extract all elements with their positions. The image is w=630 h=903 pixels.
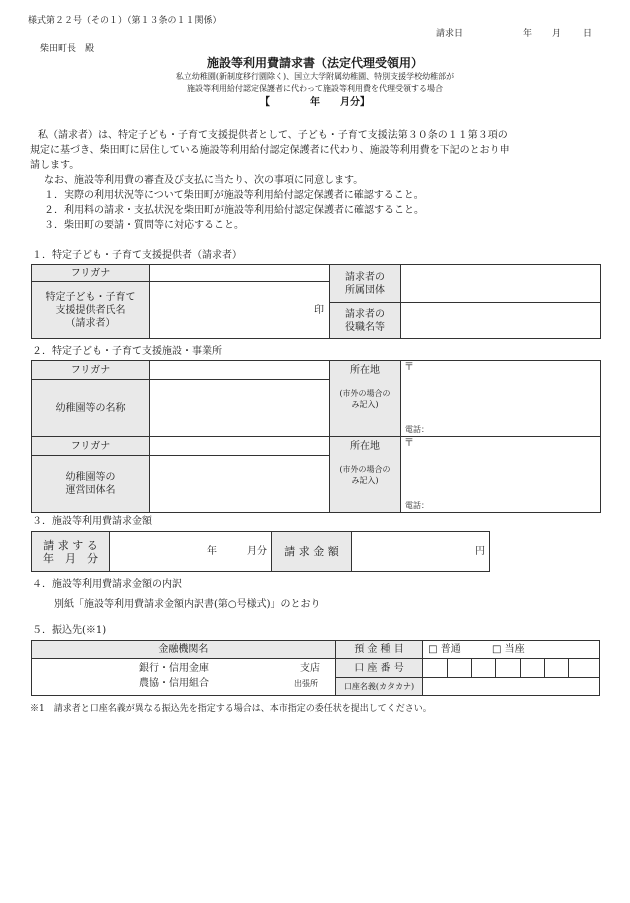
billing-period: 【 年 月分】 — [260, 97, 370, 108]
account-digit-7[interactable] — [569, 659, 600, 678]
operator-furigana-label: フリガナ — [32, 437, 150, 456]
amount-field[interactable] — [352, 532, 490, 572]
section-5-heading: ５．振込先(※1) — [32, 625, 107, 636]
requester-title-label: 請求者の 役職名等 — [330, 303, 401, 339]
facility-address-field[interactable] — [401, 361, 601, 437]
addressee: 柴田町長 殿 — [40, 44, 95, 54]
requester-title-field[interactable] — [401, 303, 601, 339]
section-2-heading: ２．特定子ども・子育て支援施設・事業所 — [32, 346, 222, 357]
account-digit-5[interactable] — [520, 659, 544, 678]
furigana-label: フリガナ — [32, 265, 150, 282]
provider-name-field[interactable] — [150, 282, 330, 339]
subtitle-line-1: 私立幼稚園(新制度移行園除く)、国立大学附属幼稚園、特別支援学校幼稚部が — [175, 72, 455, 81]
provider-table — [31, 264, 601, 339]
bank-table — [31, 640, 600, 696]
facility-furigana-label: フリガナ — [32, 361, 150, 380]
section-3-heading: ３．施設等利用費請求金額 — [32, 516, 152, 527]
seal-mark: 印 — [314, 304, 324, 316]
billing-month-field[interactable]: 年 月分 — [110, 532, 272, 572]
request-date-month: 月 — [552, 29, 562, 39]
account-holder-label: 口座名義(カタカナ) — [335, 678, 422, 696]
bank-type-1: 銀行・信用金庫 — [139, 663, 209, 674]
intro-line-3: 請します。 — [30, 160, 80, 171]
account-digit-3[interactable] — [471, 659, 495, 678]
consent-item-1: １．実際の利用状況等について柴田町が施設等利用給付認定保護者に確認すること。 — [44, 190, 424, 201]
consent-item-3: ３．柴田町の要請・質問等に対応すること。 — [44, 220, 244, 231]
furigana-field[interactable] — [150, 265, 330, 282]
section-4-heading: ４．施設等利用費請求金額の内訳 — [32, 579, 182, 590]
yen-unit: 円 — [475, 546, 485, 557]
form-number: 様式第２２号（その１）（第１３条の１１関係） — [28, 16, 222, 26]
requester-org-field[interactable] — [401, 265, 601, 303]
requester-org-label: 請求者の 所属団体 — [330, 265, 401, 303]
deposit-type-label: 預 金 種 目 — [335, 641, 422, 659]
account-digit-4[interactable] — [496, 659, 520, 678]
breakdown-note: 別紙「施設等利用費請求金額内訳書(第○号様式)」のとおり — [54, 599, 321, 610]
account-holder-field[interactable] — [423, 678, 600, 696]
consent-item-2: ２．利用料の請求・支払状況を柴田町が施設等利用給付認定保護者に確認すること。 — [44, 205, 424, 216]
facility-name-field[interactable] — [150, 380, 330, 437]
postal-mark: 〒 — [404, 362, 414, 373]
section-1-heading: １．特定子ども・子育て支援提供者（請求者） — [32, 250, 242, 261]
document-title: 施設等利用費請求書（法定代理受領用） — [206, 56, 423, 70]
facility-furigana-field[interactable] — [150, 361, 330, 380]
facility-phone-label: 電話： — [405, 425, 429, 434]
deposit-type-options — [423, 641, 600, 659]
operator-phone-label: 電話： — [405, 501, 429, 510]
account-digit-2[interactable] — [447, 659, 471, 678]
operator-address-field[interactable] — [401, 437, 601, 513]
operator-furigana-field[interactable] — [150, 437, 330, 456]
account-number-label: 口 座 番 号 — [335, 659, 422, 678]
bank-name-label: 金融機関名 — [32, 641, 336, 659]
facility-address-label: 所在地 (市外の場合の み記入) — [330, 361, 401, 437]
checkbox-checking[interactable]: □ 当座 — [492, 644, 525, 655]
amount-label: 請 求 金 額 — [272, 532, 352, 572]
subtitle-line-2: 施設等利用給付認定保護者に代わって施設等利用費を代理受領する場合 — [187, 84, 443, 93]
request-date-label: 請求日 — [436, 29, 464, 39]
footnote: ※1 請求者と口座名義が異なる振込先を指定する場合は、本市指定の委任状を提出してください。 — [30, 704, 432, 714]
intro-line-4: なお、施設等利用費の審査及び支払に当たり、次の事項に同意します。 — [44, 175, 364, 186]
operator-name-field[interactable] — [150, 456, 330, 513]
facility-table — [31, 360, 601, 513]
request-date-year: 年 — [523, 29, 533, 39]
branch-label: 支店 — [300, 663, 320, 674]
amount-table — [31, 531, 490, 572]
operator-address-label: 所在地 (市外の場合の み記入) — [330, 437, 401, 513]
facility-name-label: 幼稚園等の名称 — [32, 380, 150, 437]
request-date-day: 日 — [583, 29, 593, 39]
account-digit-6[interactable] — [545, 659, 569, 678]
provider-name-label: 特定子ども・子育て 支援提供者氏名 （請求者） — [32, 282, 150, 339]
postal-mark: 〒 — [404, 438, 414, 449]
bank-name-field[interactable] — [32, 659, 336, 696]
intro-line-2: 規定に基づき、柴田町に居住している施設等利用給付認定保護者に代わり、施設等利用費を下記のとおり申 — [30, 145, 510, 156]
operator-name-label: 幼稚園等の 運営団体名 — [32, 456, 150, 513]
billing-month-label: 請 求 す る 年 月 分 — [32, 532, 110, 572]
account-digit-1[interactable] — [423, 659, 447, 678]
checkbox-ordinary[interactable]: □ 普通 — [428, 644, 461, 655]
intro-line-1: 私（請求者）は、特定子ども・子育て支援提供者として、子ども・子育て支援法第３０条の１１第３項の — [38, 130, 508, 141]
bank-type-2: 農協・信用組合 — [139, 678, 209, 689]
sub-branch-label: 出張所 — [294, 679, 318, 688]
